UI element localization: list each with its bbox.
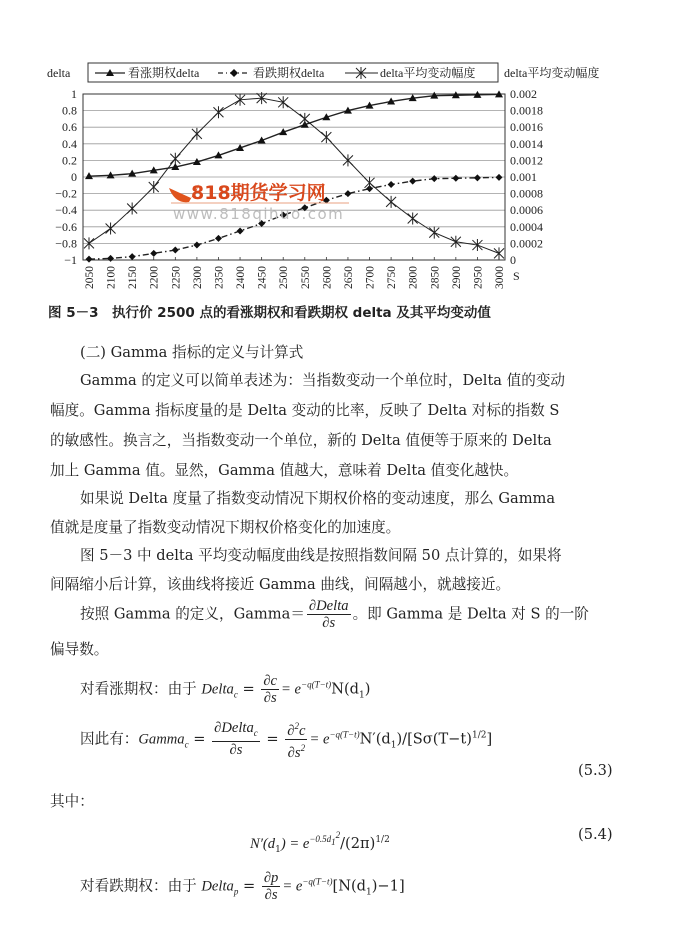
paragraph-line: 如果说 Delta 度量了指数变动情况下期权价格的变动速度，那么 Gamma: [80, 490, 556, 507]
avg-change-point: [127, 203, 137, 215]
put-delta-point: [431, 175, 438, 182]
math-expr: /(2π): [340, 834, 376, 852]
denominator: ∂s: [322, 615, 336, 631]
math-expr: −0.5d: [309, 834, 332, 844]
y-right-tick-label: 0.0008: [510, 186, 543, 201]
math-expr: )−1]: [371, 877, 405, 895]
x-tick-label: 2050: [84, 266, 96, 289]
math-expr: [N(d: [332, 877, 366, 895]
avg-change-point: [106, 222, 116, 234]
avg-change-point: [321, 131, 331, 143]
paragraph-line: 值就是度量了指数变动情况下期权价格变化的加速度。: [50, 519, 401, 536]
y-right-tick-label: 0.002: [510, 87, 537, 101]
x-tick-label: 2650: [342, 266, 355, 289]
numerator: ∂p: [263, 870, 279, 886]
avg-change-point: [408, 213, 418, 225]
x-tick-label: 2350: [213, 266, 226, 289]
avg-change-point: [472, 239, 482, 251]
math-expr: ) = e: [280, 835, 310, 852]
call-delta-formula: [80, 673, 370, 706]
math-var: Gamma: [138, 731, 185, 748]
math-sub: 1: [390, 740, 397, 751]
paragraph-line: 其中：: [50, 793, 94, 810]
x-tick-label: 2450: [256, 266, 269, 289]
math-sub: 1: [366, 887, 372, 898]
avg-change-point: [278, 96, 288, 108]
x-tick-label: 2700: [364, 266, 377, 289]
y-left-tick-label: −0.8: [55, 236, 77, 251]
math-sup: 1/2: [471, 730, 487, 741]
y-right-tick-label: 0.0016: [510, 120, 543, 135]
x-tick-label: 2400: [235, 266, 248, 289]
x-tick-label: 2900: [450, 266, 463, 289]
x-axis-title: S: [513, 269, 520, 283]
math-sup: 1/2: [375, 835, 390, 845]
avg-change-point: [192, 128, 202, 140]
fraction: [307, 598, 351, 631]
fraction: [261, 673, 279, 706]
x-tick-label: 2500: [278, 266, 291, 289]
math-sup: −q(T−t): [301, 679, 332, 690]
math-expr: ∂s: [287, 744, 301, 761]
avg-change-point: [429, 227, 439, 239]
y-left-tick-label: −0.4: [55, 203, 77, 218]
put-delta-point: [107, 255, 114, 262]
legend-call-label: 看涨期权delta: [128, 66, 200, 80]
math-expr: )/[Sσ(T−t): [396, 730, 472, 748]
x-tick-label: 2200: [148, 266, 161, 289]
avg-change-point: [451, 236, 461, 248]
x-tick-label: 2850: [429, 266, 442, 289]
x-tick-label: 2800: [407, 266, 420, 289]
math-expr: N(d: [331, 680, 359, 698]
x-tick-label: 2600: [321, 266, 334, 289]
x-tick-label: 2950: [472, 266, 485, 289]
put-delta-point: [237, 227, 244, 234]
math-sup: 2: [300, 742, 306, 753]
put-delta-point: [496, 174, 503, 181]
paragraph-line: 间隔缩小后计算，该曲线将接近 Gamma 曲线，间隔越小，就越接近。: [50, 576, 511, 593]
call-gamma-formula: 因此有：Gamma$_c$ = $\frac{\partial Delta_c}{\partial s}$ = $\frac{\partial^2c}{\partial s^2}$ = $e^{-q(T-t)}N'(d_1)/[S\sigma(T-t)^{1/2}]$: [80, 718, 492, 761]
y-right-tick-label: 0.0012: [510, 153, 543, 168]
put-delta-formula: [80, 870, 405, 903]
math-var: = e: [282, 878, 303, 895]
numerator: [212, 720, 260, 742]
x-tick-label: 2250: [170, 266, 183, 289]
math-sub: p: [233, 886, 239, 897]
section-heading: (二) Gamma 指标的定义与计算式: [80, 344, 304, 361]
x-tick-label: 2150: [127, 266, 140, 289]
gamma-definition: [80, 598, 589, 631]
legend-diamond-icon: [230, 69, 238, 77]
denominator: ∂s: [229, 742, 243, 759]
text-span: 。即 Gamma 是 Delta 对 S 的一阶: [352, 605, 589, 623]
math-expr: N′(d: [359, 730, 391, 748]
watermark-brand: 818期货学习网: [191, 182, 326, 204]
math-var: = e: [309, 731, 330, 748]
y-left-tick-label: 0: [71, 170, 77, 184]
math-expr: ]: [486, 730, 493, 748]
paragraph-line: 幅度。Gamma 指标度量的是 Delta 变动的比率，反映了 Delta 对标的指数 S: [50, 402, 560, 419]
y-left-tick-label: 0.4: [62, 136, 77, 151]
y-left-tick-label: 0.8: [62, 103, 77, 118]
math-sup: −q(T−t): [329, 729, 360, 740]
y-right-tick-label: 0.0006: [510, 203, 543, 218]
x-tick-label: 2100: [105, 266, 118, 289]
put-delta-point: [129, 253, 136, 260]
paragraph-line: 图 5－3 中 delta 平均变动幅度曲线是按照指数间隔 50 点计算的，如果将: [80, 547, 562, 564]
paragraph-line: 偏导数。: [50, 641, 109, 658]
math-expr: c: [299, 722, 306, 739]
y-right-tick-label: 0.0018: [510, 103, 543, 118]
put-delta-point: [452, 175, 459, 182]
y-right-tick-label: 0.0004: [510, 219, 543, 234]
math-expr: ∂Delta: [214, 720, 254, 737]
numerator: ∂Delta: [308, 598, 349, 614]
math-op: =: [237, 680, 260, 698]
denominator: [285, 740, 307, 761]
y-right-tick-label: 0: [510, 253, 516, 267]
nprime-formula: [250, 825, 390, 860]
put-delta-point: [215, 235, 222, 242]
math-op: =: [238, 877, 260, 895]
equation-number-5-4: (5.4): [578, 826, 613, 843]
put-delta-point: [86, 256, 93, 263]
math-sub: 1: [359, 690, 365, 701]
avg-change-point: [300, 113, 310, 125]
math-var: Delta: [201, 878, 234, 895]
avg-change-point: [494, 247, 504, 259]
math-var: Delta: [201, 681, 234, 698]
put-delta-point: [150, 250, 157, 257]
chart-legend: [47, 63, 599, 82]
avg-change-point: [149, 181, 159, 193]
avg-change-point: [170, 153, 180, 165]
paragraph-line: Gamma 的定义可以简单表述为：当指数变动一个单位时，Delta 值的变动: [80, 372, 566, 389]
y-left-tick-label: 0.2: [62, 153, 77, 168]
math-sup: 2: [335, 830, 341, 840]
numerator: [285, 718, 307, 740]
put-delta-point: [409, 178, 416, 185]
equation-number-5-3: (5.3): [578, 762, 613, 779]
paragraph-line: 加上 Gamma 值。显然，Gamma 值越大，意味着 Delta 值变化越快。: [50, 462, 519, 479]
math-sub: c: [184, 739, 189, 750]
math-sub: c: [233, 689, 238, 700]
series-line-0: [89, 94, 499, 176]
y-left-tick-label: −0.6: [55, 219, 77, 234]
math-expr: N′(d: [250, 835, 276, 852]
y-left-tick-label: −0.2: [55, 186, 77, 201]
denominator: ∂s: [263, 690, 277, 706]
math-sup: −q(T−t): [302, 876, 333, 887]
avg-change-point: [213, 106, 223, 118]
watermark-url: www.818qihuo.com: [173, 205, 345, 223]
y-left-tick-label: 1: [71, 87, 77, 101]
left-axis-title: delta: [47, 66, 71, 80]
text-span: 按照 Gamma 的定义，Gamma＝: [80, 605, 305, 623]
put-delta-point: [193, 242, 200, 249]
math-sub: 1: [275, 844, 281, 855]
text-span: 对看涨期权：由于: [80, 680, 202, 698]
paragraph-line: 的敏感性。换言之，当指数变动一个单位，新的 Delta 值便等于原来的 Delta: [50, 432, 552, 449]
y-right-tick-label: 0.001: [510, 170, 537, 184]
math-sup: [309, 830, 341, 847]
math-sub: 1: [331, 836, 336, 847]
text-span: 因此有：: [80, 730, 139, 748]
fraction: [212, 720, 260, 758]
numerator: ∂c: [263, 673, 278, 689]
figure-caption: 图 5－3 执行价 2500 点的看涨期权和看跌期权 delta 及其平均变动值: [48, 305, 491, 321]
math-sub: c: [253, 728, 258, 739]
x-tick-label: 2750: [386, 266, 399, 289]
legend-avg-label: delta平均变动幅度: [380, 66, 476, 80]
y-left-tick-label: −1: [64, 253, 77, 267]
put-delta-point: [172, 247, 179, 254]
put-delta-point: [474, 174, 481, 181]
legend-put-label: 看跌期权delta: [253, 66, 325, 80]
text-span: 对看跌期权：由于: [80, 877, 202, 895]
x-tick-label: 2550: [299, 266, 312, 289]
denominator: ∂s: [264, 887, 278, 903]
math-sup: 2: [294, 721, 299, 731]
math-var: = e: [281, 681, 302, 698]
x-tick-label: 2300: [191, 266, 204, 289]
y-right-tick-label: 0.0014: [510, 136, 543, 151]
watermark: [165, 178, 405, 228]
math-expr: ): [364, 680, 371, 698]
y-left-tick-label: 0.6: [62, 120, 77, 135]
right-axis-title: delta平均变动幅度: [504, 66, 600, 80]
x-tick-label: 3000: [494, 266, 506, 289]
y-right-tick-label: 0.0002: [510, 236, 543, 251]
fraction: [262, 870, 281, 903]
fraction: [285, 718, 307, 761]
math-expr: ∂: [287, 722, 295, 739]
